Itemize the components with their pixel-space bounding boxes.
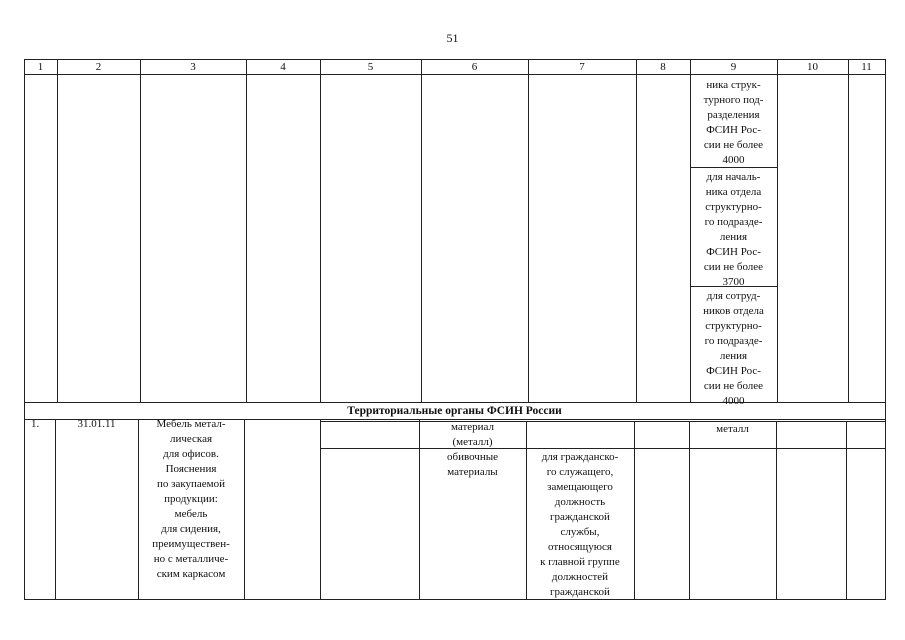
grid-header-bottom xyxy=(24,74,885,75)
grid-v4 xyxy=(320,59,321,402)
col-header-8: 8 xyxy=(660,61,666,73)
grid-v9 xyxy=(777,59,778,402)
col9-cont-cell-1: ника струк- турного под- разделения ФСИН Рос- сии не более 4000 xyxy=(703,79,764,166)
char1-value: металл xyxy=(716,423,749,435)
col-header-1: 1 xyxy=(37,61,44,73)
grid-v11 xyxy=(885,59,886,600)
char2-label: обивочные материалы xyxy=(446,451,498,478)
grid-v0 xyxy=(24,59,25,600)
col-header-5: 5 xyxy=(367,61,374,73)
grid-v2 xyxy=(140,59,141,402)
col9-cont-cell-3: для сотруд- ников отдела структурно- го подразде- ления ФСИН Рос- сии не более 4000 xyxy=(703,290,764,407)
grid-v4-low xyxy=(320,419,321,599)
grid-v9-low xyxy=(776,421,777,599)
section-title: Территориальные органы ФСИН России xyxy=(347,405,562,417)
col-header-7: 7 xyxy=(579,61,585,73)
grid-v3 xyxy=(246,59,247,402)
grid-v1 xyxy=(57,59,58,402)
grid-v6 xyxy=(528,59,529,402)
col9-cont-cell-2: для началь- ника отдела структурно- го подразде- ления ФСИН Рос- сии не более 3700 xyxy=(703,171,764,288)
grid-char-top xyxy=(320,421,885,422)
grid-v3-low xyxy=(244,419,245,599)
col-header-4: 4 xyxy=(280,61,286,73)
grid-v10-low xyxy=(846,421,847,599)
char2-condition: для гражданско- го служащего, замещающего должность гражданской службы, относящуюся к главной группе должностей гражданской xyxy=(540,451,620,598)
grid-v7 xyxy=(636,59,637,402)
col-header-10: 10 xyxy=(807,61,818,73)
col-header-3: 3 xyxy=(190,61,196,73)
char1-label: материал (металл) xyxy=(450,421,495,448)
grid-top xyxy=(24,59,885,60)
grid-v1-low xyxy=(55,419,56,599)
grid-v7-low xyxy=(634,421,635,599)
page-number: 51 xyxy=(446,31,459,45)
grid-char-mid xyxy=(320,448,885,449)
grid-bottom xyxy=(24,599,885,600)
col-header-2: 2 xyxy=(95,61,102,73)
col-header-11: 11 xyxy=(861,61,872,73)
grid-v10 xyxy=(848,59,849,402)
col-header-6: 6 xyxy=(471,61,478,73)
row-code: 31.01.11 xyxy=(77,418,116,430)
grid-v8-low xyxy=(689,421,690,599)
row-number: 1. xyxy=(31,418,40,430)
grid-v5 xyxy=(421,59,422,402)
row-name: Мебель метал- лическая для офисов. Пояснения по закупаемой продукции: мебель для сидения, преимуществен- но с металличе- ским каркасом xyxy=(152,418,230,580)
col-header-9: 9 xyxy=(730,61,737,73)
